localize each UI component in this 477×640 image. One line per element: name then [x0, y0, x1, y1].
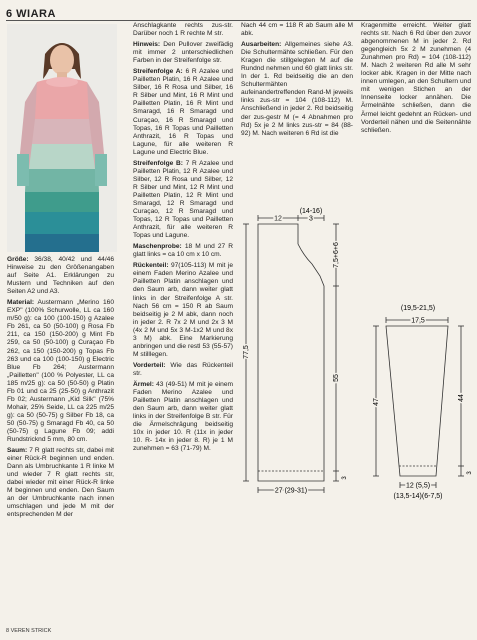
text-column-1 [7, 256, 114, 523]
stripes-b-paragraph [133, 160, 233, 240]
sleeve-right-height-label: 44 [458, 394, 465, 402]
page-header [6, 4, 471, 21]
text-column-4 [361, 22, 471, 138]
sleeve-label: Ärmel: [133, 380, 154, 388]
sleeve-bottom-width-label: 12 (5,5) [405, 482, 431, 490]
sleeve-paragraph [133, 381, 233, 453]
finish-text: Allgemeines siehe A3. Die Schultermähte schließen. Für den Kragen die stillgelegten M auf die Rundnd nehmen und 60 glatt links str. In der 1. Rd beidseitig die an den Schultermähten aufeinandertreffenden Rand-M jeweils links zus-str = 104 (108-112) M. Anschließend in jeder 2. Rd beidseitig der zus-gestr M (= 4 Abnahmen pro Rd) 5x je 2 M links zus-str = 84 (88-92) M. Nach weiteren 6 Rd ist die [241, 41, 353, 137]
finish-paragraph [241, 41, 353, 138]
text-column-3 [241, 22, 353, 141]
body-schematic [236, 206, 360, 502]
hinweis-label: Hinweis: [133, 41, 161, 49]
sleeve-hem-height-label: 3 [467, 471, 473, 475]
collar-paragraph: Kragenmitte erreicht. Weiter glatt rechts str. Nach 6 Rd über den zuvor abgenommenen M in jeder 2. Rd gegengleich 5x 2 M zunehmen (4 Zunahmen pro Rd) = 104 (108-112) M. Nach 2 weiteren Rd alle M sehr locker abk. Kragen in der Mitte nach innen umlegen, an den Schultern und mit wenigen Stichen an der Innenseite locker annähen. Die Ärmelnähte schließen, dann die Ärmel leicht gedehnt an Rücken- und Vorderteil nähen und die Seitennähte schließen. [361, 22, 471, 134]
back-paragraph [133, 262, 233, 359]
hinweis-paragraph [133, 41, 233, 65]
front-text: Wie das Rückenteil str. [133, 361, 233, 377]
size-text: 36/38, 40/42 und 44/46 Hinweise zu den Größenangaben auf Seite A1. Erklärungen zu Mustern und Techniken auf den Seiten A2 und A3. [7, 256, 114, 296]
material-label: Material: [7, 299, 35, 307]
sleeve-text: 43 (49-51) M mit je einem Faden Merino Azalee und Pailletten Platin anschlagen und den Saum arb, dann weiter glatt links in der Streifenfolge B str. Für die Ärmelschrägung beidseitig 10x in jeder 10. R (11x in jeder 10. R- 14x in jeder 8. R) je 1 M zunehmen = 63 (71-79) M. [133, 380, 234, 453]
sleeve-schematic [366, 298, 474, 508]
hinweis-text: Den Pullover zweifädig mit immer 2 unterschiedlichen Farben in der Streifenfolge str. [133, 41, 233, 65]
gauge-paragraph [133, 243, 233, 259]
front-label: Vorderteil: [133, 361, 166, 369]
material-paragraph [7, 299, 114, 444]
intro-paragraph: Anschlagkante rechts zus-str. Darüber noch 1 R rechte M str. [133, 22, 233, 38]
size-paragraph [7, 256, 114, 296]
sleeve-top-width-label: 17,5 [411, 317, 425, 325]
shoulder-left-label: 12 [274, 215, 282, 223]
bottom-width-label: 27 (29-31) [274, 487, 308, 495]
size-label: Größe: [7, 256, 29, 263]
material-text: Austermann „Merino 160 EXP" (100% Schurwolle, LL ca 160 m/50 g): ca 100 (100-150) g Azalee Fb 261, ca 50 (50-100) g Rosa Fb 211, ca 150 (150-200) g Mint Fb 259, ca 50 (50-100) g Curaçao Fb 262, ca 150 (150-200) g Topas Fb 263 und ca 100 (100-150) g Electric Blue Fb 264; Austermann „Pailletten" (100 % Polyester, LL ca 185 m/25 g): ca 50 (50-50) g Platin Fb 01 und ca 25 (25-50) g Anthrazit Fb 02; Austermann „Kid Silk" (75% Mohair, 25% Seide, LL ca 225 m/25 g): ca 50 (50-75) g Silber Fb 18, ca 50 (50-75) g Smaragd Fb 40, ca 50 (50-75) g Lagune Fb 09; addi Rundstricknd 5 mm, 80 cm. [7, 299, 114, 444]
stripes-a-label: Streifenfolge A: [133, 68, 183, 76]
sleeve-left-height-label: 47 [373, 398, 380, 406]
neck-width-label: (14-16) [299, 208, 323, 215]
text-column-2 [133, 22, 233, 456]
gauge-text: 18 M und 27 R glatt links = ca 10 cm x 10 cm. [133, 243, 233, 259]
sleeve-top-width-alt-label: (19,5-21,5) [400, 305, 436, 312]
front-paragraph [133, 362, 233, 378]
saum-text: 7 R glatt rechts str, dabei mit einer Rück-R beginnen und enden. Dann als Umbruchkante 1 R linke M und wieder 7 R glatt rechts str, dabei wieder mit einer Rück-R linke M beginnen und enden. Den Saum an der Umbruchkante nach innen umschlagen und jede M mit der entsprechenden M der [7, 447, 114, 519]
sleeve-end-paragraph: Nach 44 cm = 118 R ab Saum alle M abk. [241, 22, 353, 38]
back-label: Rückenteil: [133, 262, 169, 270]
back-text: 97(105-113) M mit je einem Faden Merino Azalee und Pailletten Platin anschlagen und den Saum arb, dann weiter glatt links in der Streifenfolge A str. Nach 56 cm = 150 R ab Saum beidseitig je 2 M abk, dann noch in jeder 2. R 7x 2 M und 2x 3 M (4x 2 M und 5x 3 M-1x2 M und 8x 3 M) abk. Eine Markierung anbringen und die restl 53 (55-57) M stilllegen. [133, 262, 233, 358]
hem-height-label: 3 [342, 476, 348, 480]
lower-height-label: 55 [333, 374, 340, 382]
page-title: 6 WIARA [6, 8, 56, 20]
stripes-b-text: 7 R Azalee und Pailletten Platin, 12 R Azalee und Silber, 12 R Rosa und Silber, 12 R Silber und Mint, 12 R Mint und Pailletten Platin, 12 R Mint und Smaragd, 12 R Smaragd und Curaçao, 12 R Smaragd und Topas, 12 R Topas und Pailletten Anthrazit, für alle weiteren R Topas und Lagune. [133, 159, 233, 240]
finish-label: Ausarbeiten: [241, 41, 282, 49]
stripes-b-label: Streifenfolge B: [133, 159, 183, 167]
saum-label: Saum: [7, 447, 28, 455]
model-photo [7, 24, 117, 252]
stripes-a-paragraph [133, 68, 233, 157]
gauge-label: Maschenprobe: [133, 243, 182, 251]
sleeve-bottom-width-alt-label: (13,5-14)(6-7,5) [393, 493, 443, 500]
neck-heights-label: 7,5+6+6 [333, 242, 340, 268]
pullover-model-image [7, 24, 117, 252]
saum-paragraph [7, 447, 114, 519]
page-footer: 8 VEREN STRICK [6, 628, 52, 634]
total-height-label: 77,5 [243, 345, 250, 359]
shoulder-right-label: 3 [309, 215, 313, 223]
stripes-a-text: 6 R Azalee und Pailletten Platin, 16 R Azalee und Silber, 16 R Rosa und Silber, 16 R Silber und Mint, 16 R Mint und Pailletten Platin, 16 R Mint und Smaragd, 16 R Smaragd und Curaçao, 16 R Smaragd und Topas, 16 R Topas und Pailletten Anthrazit, 16 R Topas und Lagune, für alle weiteren R Lagune und Electric Blue. [133, 68, 233, 156]
